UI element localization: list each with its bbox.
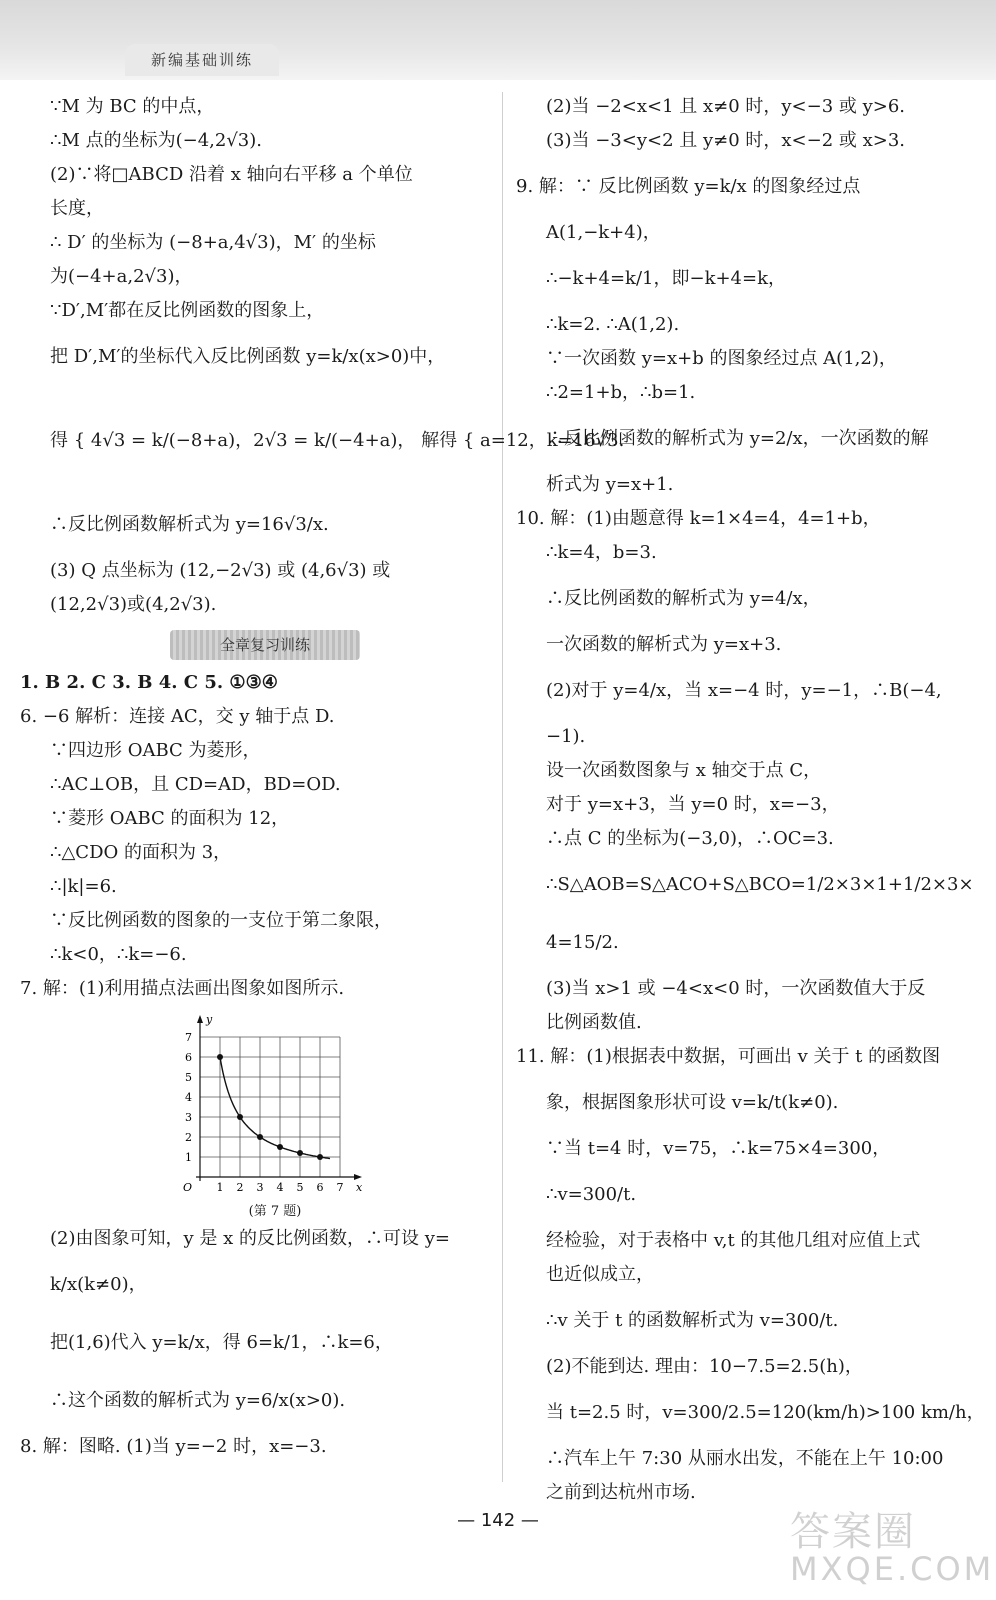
text-line: ∴反比例函数的解析式为 y=2/x，一次函数的解 — [546, 428, 929, 449]
text-line: 析式为 y=x+1. — [546, 474, 674, 495]
text-line: 一次函数的解析式为 y=x+3. — [546, 634, 782, 655]
answer-line: 7. 解：(1)利用描点法画出图象如图所示. — [20, 978, 345, 999]
x-tick-label: 1 — [216, 1181, 224, 1194]
data-point — [217, 1054, 223, 1060]
text-line: ∴AC⊥OB，且 CD=AD，BD=OD. — [50, 774, 341, 795]
text-line: (2)∵将□ABCD 沿着 x 轴向右平移 a 个单位 — [50, 164, 413, 185]
answer-line: 11. 解：(1)根据表中数据，可画出 v 关于 t 的函数图 — [516, 1046, 941, 1067]
text-line: ∵四边形 OABC 为菱形， — [50, 740, 261, 761]
data-point — [297, 1150, 303, 1156]
text-line: 经检验，对于表格中 v,t 的其他几组对应值上式 — [546, 1230, 921, 1251]
text-line: k/x(k≠0)， — [50, 1274, 147, 1295]
x-tick-label: 5 — [296, 1181, 304, 1194]
right-column — [516, 90, 986, 1510]
x-tick-label: 7 — [336, 1181, 344, 1194]
text-line: 也近似成立， — [546, 1264, 654, 1285]
curve — [220, 1057, 330, 1159]
text-line: ∴k=2. ∴A(1,2). — [546, 314, 680, 335]
text-line: 把 D′,M′的坐标代入反比例函数 y=k/x(x>0)中， — [50, 346, 446, 367]
y-tick-label: 2 — [185, 1131, 192, 1144]
origin-label: O — [182, 1181, 192, 1194]
text-line: ∴反比例函数的解析式为 y=4/x， — [546, 588, 821, 609]
text-line: ∴k<0，∴k=−6. — [50, 944, 187, 965]
text-line: −1). — [546, 726, 586, 747]
text-line: (2)不能到达. 理由：10−7.5=2.5(h)， — [546, 1356, 863, 1377]
text-line: (3)当 x>1 或 −4<x<0 时，一次函数值大于反 — [546, 978, 926, 999]
x-tick-label: 3 — [256, 1181, 264, 1194]
data-point — [277, 1144, 283, 1150]
text-line: ∴点 C 的坐标为(−3,0)，∴OC=3. — [546, 828, 834, 849]
text-line: 之前到达杭州市场. — [546, 1482, 696, 1503]
x-axis-arrow — [354, 1174, 362, 1180]
column-divider — [502, 92, 503, 1482]
text-line: ∵D′,M′都在反比例函数的图象上， — [50, 300, 325, 321]
figure-caption: (第 7 题) — [248, 1204, 302, 1219]
x-axis-label: x — [356, 1181, 363, 1194]
y-axis-arrow — [197, 1015, 203, 1023]
data-point — [317, 1154, 323, 1160]
text-line: (2)对于 y=4/x，当 x=−4 时，y=−1，∴B(−4, — [546, 680, 942, 701]
page-number: — 142 — — [457, 1510, 539, 1531]
y-tick-label: 7 — [185, 1031, 192, 1044]
text-line: ∴v 关于 t 的函数解析式为 v=300/t. — [546, 1310, 839, 1331]
text-line: ∴ D′ 的坐标为 (−8+a,4√3)，M′ 的坐标 — [50, 232, 376, 253]
equation-system: 得 { 4√3 = k/(−8+a)，2√3 = k/(−4+a)， 解得 { a=12，k=16√3. — [50, 430, 625, 451]
text-line: ∴2=1+b，∴b=1. — [546, 382, 696, 403]
page-header — [0, 0, 996, 80]
answer-line: 9. 解：∵ 反比例函数 y=k/x 的图象经过点 — [516, 176, 861, 197]
text-line: ∴|k|=6. — [50, 876, 117, 897]
x-tick-label: 6 — [316, 1181, 324, 1194]
text-line: (3) Q 点坐标为 (12,−2√3) 或 (4,6√3) 或 — [50, 560, 391, 581]
graph-svg — [170, 1012, 370, 1202]
text-line: (3)当 −3<y<2 且 y≠0 时，x<−2 或 x>3. — [546, 130, 906, 151]
watermark-url: MXQE.COM — [790, 1550, 995, 1588]
text-line: ∴这个函数的解析式为 y=6/x(x>0). — [50, 1390, 346, 1411]
text-line: 对于 y=x+3，当 y=0 时，x=−3， — [546, 794, 840, 815]
text-line: 为(−4+a,2√3)， — [50, 266, 193, 287]
data-point — [257, 1134, 263, 1140]
text-line: ∴v=300/t. — [546, 1184, 637, 1205]
text-line: ∵当 t=4 时，v=75，∴k=75×4=300， — [546, 1138, 891, 1159]
text-line: 长度， — [50, 198, 104, 219]
y-tick-label: 3 — [185, 1111, 192, 1124]
text-line: ∵M 为 BC 的中点， — [50, 96, 215, 117]
text-line: 设一次函数图象与 x 轴交于点 C， — [546, 760, 822, 781]
answer-line: 8. 解：图略. (1)当 y=−2 时，x=−3. — [20, 1436, 327, 1457]
text-line: ∵反比例函数的图象的一支位于第二象限， — [50, 910, 392, 931]
text-line: 4=15/2. — [546, 932, 619, 953]
data-point — [237, 1114, 243, 1120]
text-line: ∴−k+4=k/1，即−k+4=k， — [546, 268, 786, 289]
watermark-logo: 答案圈 — [790, 1509, 916, 1555]
y-tick-label: 4 — [185, 1091, 192, 1104]
figure-7 — [170, 1012, 370, 1222]
text-line: ∴反比例函数解析式为 y=16√3/x. — [50, 514, 329, 535]
y-tick-label: 1 — [185, 1151, 192, 1164]
text-line: 比例函数值. — [546, 1012, 642, 1033]
text-line: A(1,−k+4)， — [546, 222, 661, 243]
text-line: ∴S△AOB=S△ACO+S△BCO=1/2×3×1+1/2×3× — [546, 874, 974, 895]
text-line: 当 t=2.5 时，v=300/2.5=120(km/h)>100 km/h， — [546, 1402, 985, 1423]
answer-line: 10. 解：(1)由题意得 k=1×4=4，4=1+b， — [516, 508, 881, 529]
x-tick-label: 2 — [236, 1181, 244, 1194]
header-title: 新编基础训练 — [125, 44, 279, 76]
text-line: ∴汽车上午 7:30 从丽水出发，不能在上午 10:00 — [546, 1448, 944, 1469]
text-line: ∴△CDO 的面积为 3， — [50, 842, 232, 863]
text-line: (2)由图象可知，y 是 x 的反比例函数，∴可设 y= — [50, 1228, 450, 1249]
answer-line: 1. B 2. C 3. B 4. C 5. ①③④ — [20, 672, 278, 693]
y-tick-label: 6 — [185, 1051, 192, 1064]
text-line: 象，根据图象形状可设 v=k/t(k≠0). — [546, 1092, 839, 1113]
y-axis-label: y — [206, 1013, 213, 1026]
text-line: (2)当 −2<x<1 且 x≠0 时，y<−3 或 y>6. — [546, 96, 906, 117]
text-line: (12,2√3)或(4,2√3). — [50, 594, 217, 615]
text-line: ∵菱形 OABC 的面积为 12， — [50, 808, 290, 829]
text-line: ∴k=4，b=3. — [546, 542, 657, 563]
x-tick-label: 4 — [276, 1181, 284, 1194]
section-banner: 全章复习训练 — [170, 630, 360, 660]
text-line: ∴M 点的坐标为(−4,2√3). — [50, 130, 263, 151]
answer-line: 6. −6 解析：连接 AC，交 y 轴于点 D. — [20, 706, 335, 727]
y-tick-label: 5 — [185, 1071, 192, 1084]
text-line: 把(1,6)代入 y=k/x，得 6=k/1，∴k=6， — [50, 1332, 393, 1353]
text-line: ∵一次函数 y=x+b 的图象经过点 A(1,2)， — [546, 348, 897, 369]
